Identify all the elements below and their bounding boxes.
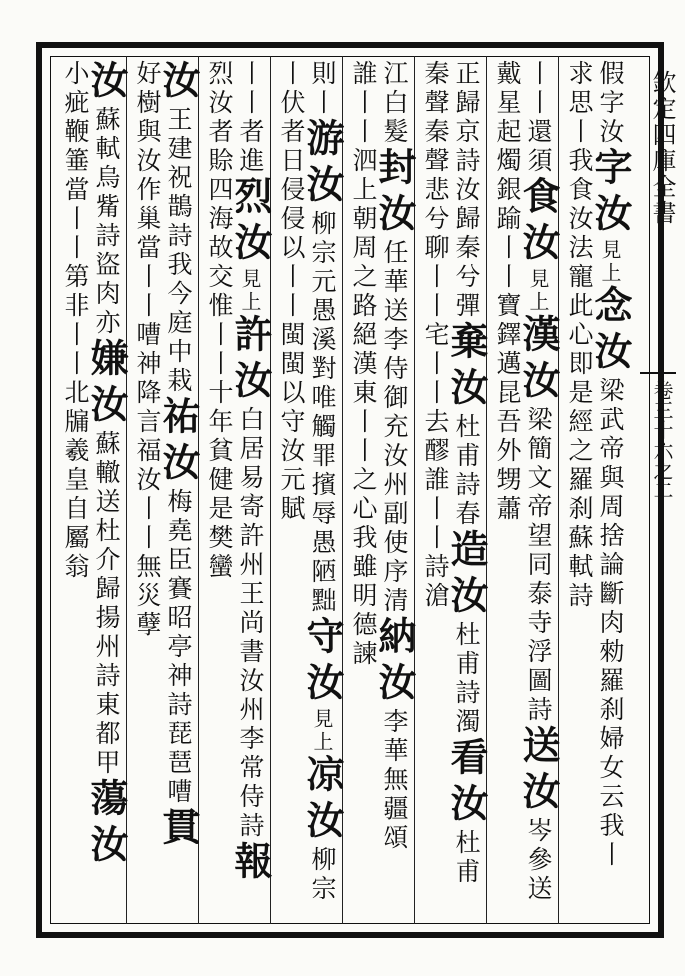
annotation-text: 正歸京詩汝歸秦兮彈 [452,60,481,321]
headword: 汝 [156,60,201,106]
annotation-text: 假字汝 [596,60,625,147]
annotation-text: 蘇轍送杜介歸揚州詩東都甲 [92,430,121,778]
column-rule [198,56,199,924]
text-column [444,60,489,920]
annotation-text: 誰丨丨 [349,60,378,147]
headword: 棄汝 [444,321,489,413]
annotation-text: 嘈神降言福汝丨丨無災孽 [133,321,162,640]
text-column [588,60,633,920]
headword: 守汝 [300,616,345,708]
headword: 念汝 [588,285,633,377]
headword: 嫌汝 [84,338,129,430]
headword: 造汝 [444,529,489,621]
annotation-text: 泗上朝周之路絕漢東丨丨之心 [349,147,378,524]
annotation-text: 秦聲秦聲悲兮聊丨丨 [421,60,450,321]
annotation-text: 見上 [526,268,550,314]
annotation-text: 蘇軾烏觜詩盜肉亦 [92,106,121,338]
margin-divider [640,372,676,374]
annotation-text: 好樹與汝作巢當丨丨 [133,60,162,321]
headword: 烈汝 [228,176,273,268]
annotation-text: 見上 [238,268,262,314]
annotation-text: 岑參送 [524,817,553,904]
headword: 貫 [156,807,201,853]
headword: 字汝 [588,147,633,239]
annotation-text: 杜甫 [452,829,481,887]
annotation-text: 烈汝者賒 [205,60,234,176]
annotation-text: 梁武帝與周捨論斷肉勑羅刹婦女云我丨 [596,377,625,870]
juan-label: 卷三十六之二 [650,380,674,500]
text-column [270,60,306,920]
text-column [300,60,345,920]
annotation-text: 燭銀踰丨丨寶鐸邁昆吾 [493,147,522,437]
headword: 食汝 [516,176,561,268]
text-column [198,60,234,920]
headword: 許汝 [228,314,273,406]
annotation-text: 李華無疆頌 [380,708,409,853]
annotation-text: 見上 [598,239,622,285]
annotation-text: 詩滄 [421,553,450,611]
text-column [414,60,450,920]
annotation-text: 丨丨還須 [524,60,553,176]
annotation-text: 丨丨者進 [236,60,265,176]
book-title: 欽定四庫全書 [648,70,676,226]
annotation-text: 見上 [310,708,334,754]
headword: 汝 [84,60,129,106]
annotation-text: 江白髮 [380,60,409,147]
annotation-text: 小疵鞭箠當丨丨 [61,60,90,263]
headword: 游汝 [300,118,345,210]
text-column [156,60,201,920]
text-column [558,60,594,920]
headword: 送汝 [516,725,561,817]
text-column [486,60,522,920]
annotation-text: 外甥蕭 [493,437,522,524]
text-column [372,60,417,920]
text-column [84,60,129,920]
headword: 蕩汝 [84,778,129,870]
annotation-text: 求思 [565,60,594,118]
annotation-text: 柳宗元愚溪對唯觸罪擯辱愚陋黜 [308,210,337,616]
annotation-text: 元賦 [277,466,306,524]
annotation-text: 任華送李侍御充汝州副使序清 [380,239,409,616]
headword: 凉汝 [300,754,345,846]
headword: 封汝 [372,147,417,239]
text-column [228,60,273,920]
annotation-text: 梁簡文帝望同泰寺浮圖詩 [524,406,553,725]
annotation-text: 我雖明德諫 [349,524,378,669]
annotation-text: 四海故交惟丨丨十年貧健是樊蠻 [205,176,234,582]
text-column [342,60,378,920]
headword: 看汝 [444,737,489,829]
annotation-text: 宅丨丨去 [421,321,450,437]
annotation-text: 伏者日侵侵以丨丨閩閩以守汝 [277,89,306,466]
annotation-text: 王建祝鵲詩我今庭中栽 [164,106,193,396]
headword: 漢汝 [516,314,561,406]
headword: 祐汝 [156,396,201,488]
text-column [54,60,90,920]
annotation-text: 柳宗 [308,846,337,904]
annotation-text: 白居易寄許州王尚書汝州李常侍詩 [236,406,265,841]
annotation-text: 丨我食汝法寵此心即是經之羅刹蘇軾詩 [565,118,594,611]
annotation-text: 梅堯臣賽昭亭神詩琵琶嘈 [164,488,193,807]
headword: 納汝 [372,616,417,708]
annotation-text: 戴星起 [493,60,522,147]
text-column [516,60,561,920]
annotation-text: 杜甫詩春 [452,413,481,529]
annotation-text: 丨 [277,60,306,89]
annotation-text: 則丨 [308,60,337,118]
annotation-text: 杜甫詩濁 [452,621,481,737]
annotation-text: 醪誰丨丨 [421,437,450,553]
annotation-text: 第非丨丨北牖羲皇自屬翁 [61,263,90,582]
headword: 報 [228,841,273,887]
text-column [126,60,162,920]
